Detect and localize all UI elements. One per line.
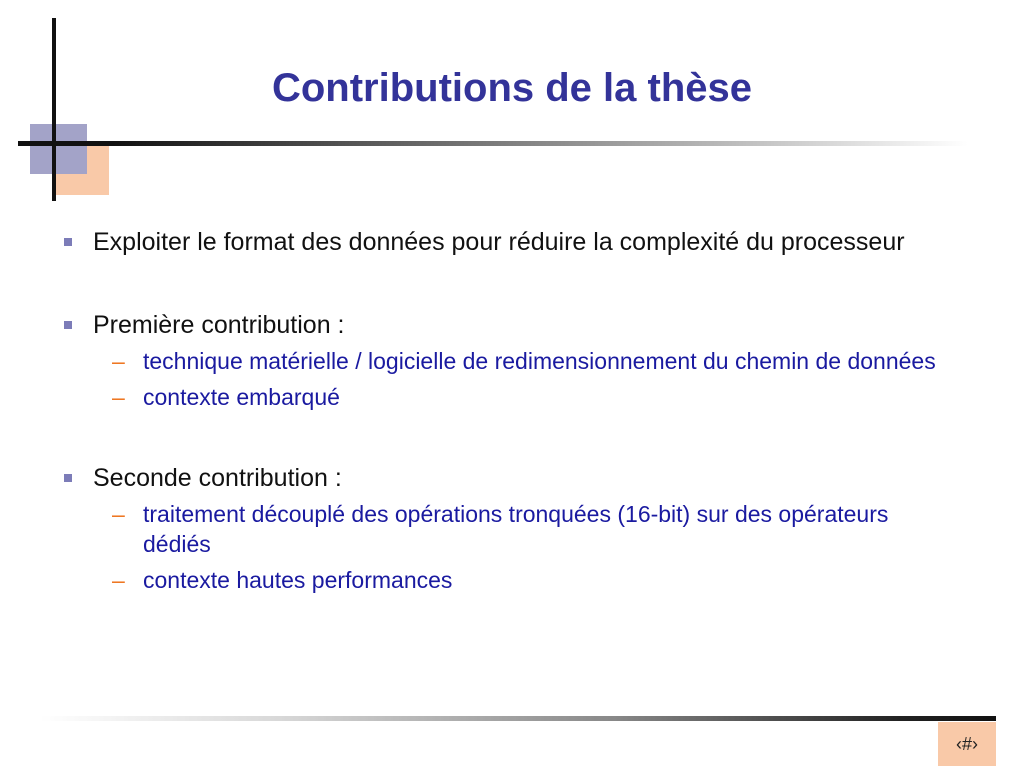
square-bullet-icon [64, 474, 72, 482]
sub-item [62, 499, 962, 559]
bullet-item [62, 226, 962, 259]
square-bullet-icon [64, 321, 72, 329]
footer-rule [40, 716, 996, 721]
sub-item-text: traitement découplé des opérations tronquées (16-bit) sur des opérateurs dédiés [143, 501, 889, 557]
dash-icon: – [112, 348, 125, 374]
sub-item [62, 382, 962, 412]
bullet-text: Première contribution : [93, 311, 345, 339]
square-bullet-icon [64, 238, 72, 246]
sub-item-text: contexte embarqué [143, 384, 340, 410]
bullet-text: Exploiter le format des données pour réduire la complexité du processeur [93, 228, 905, 256]
title-rule [18, 141, 968, 146]
dash-icon: – [112, 567, 125, 593]
slide-body [62, 226, 962, 595]
sub-item-text: contexte hautes performances [143, 567, 453, 593]
dash-icon: – [112, 501, 125, 527]
sub-item [62, 565, 962, 595]
page-number: ‹#› [938, 722, 996, 766]
bullet-item [62, 462, 962, 495]
sub-item-text: technique matérielle / logicielle de redimensionnement du chemin de données [143, 348, 936, 374]
sub-item [62, 346, 962, 376]
slide-title: Contributions de la thèse [271, 66, 753, 110]
decor-lavender-square [30, 124, 87, 174]
bullet-text: Seconde contribution : [93, 464, 342, 492]
bullet-item [62, 309, 962, 342]
dash-icon: – [112, 384, 125, 410]
